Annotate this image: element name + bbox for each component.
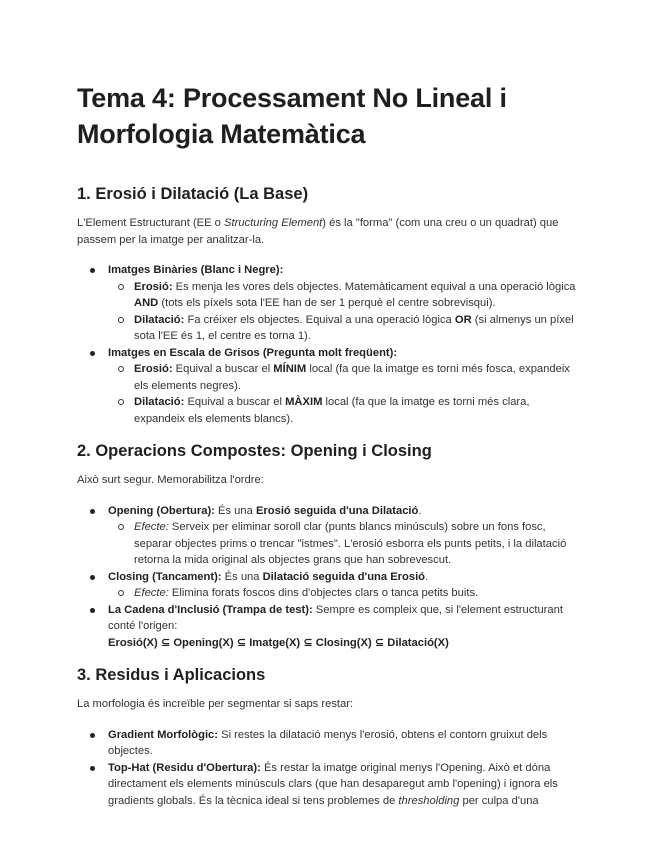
intro-text: L'Element Estructurant (EE o xyxy=(77,217,225,229)
inclusion-formula: Erosió(X) ⊆ Opening(X) ⊆ Imatge(X) ⊆ Closing(X) ⊆ Dilatació(X) xyxy=(108,636,449,649)
item-label: Imatges Binàries (Blanc i Negre): xyxy=(108,264,284,276)
list-item xyxy=(77,602,583,652)
sub-list xyxy=(108,519,583,569)
item-text: . xyxy=(418,504,422,517)
sub-list-item xyxy=(108,519,583,569)
item-label: Top-Hat (Residu d'Obertura): xyxy=(108,761,261,774)
item-label: Erosió: xyxy=(134,280,173,293)
item-label: Dilatació: xyxy=(134,396,185,408)
item-text: És una xyxy=(221,570,263,583)
section-intro: Això surt segur. Memorabilitza l'ordre: xyxy=(77,474,264,486)
item-emphasis: MÍNIM xyxy=(273,363,307,375)
section-residues xyxy=(77,665,583,809)
item-emphasis: Erosió seguida d'una Dilatació xyxy=(255,504,419,517)
item-text: Equival a buscar el xyxy=(172,363,274,375)
item-label: Opening (Obertura): xyxy=(108,504,215,517)
intro-emphasis: Structuring Element xyxy=(224,217,323,229)
item-label: Imatges en Escala de Grisos (Pregunta molt freqüent): xyxy=(108,346,398,359)
item-label: Gradient Morfològic: xyxy=(108,728,219,741)
item-text: . xyxy=(425,570,429,583)
item-text: Serveix per eliminar soroll clar (punts blancs minúsculs) sobre un fons fosc, separar objectes prims o trencar "istmes". L'erosió esborra els punts petits, i la dilatació retorna la mida original als objectes grans que han sobrevescut. xyxy=(134,521,567,566)
sub-list-item xyxy=(108,279,583,312)
section-intro xyxy=(77,215,583,248)
list-item xyxy=(77,345,583,428)
section-heading: 1. Erosió i Dilatació (La Base) xyxy=(77,185,309,203)
list-item xyxy=(77,569,583,602)
section-erosion-dilation xyxy=(77,184,583,427)
sub-list xyxy=(108,361,583,427)
section-heading: 2. Operacions Compostes: Opening i Closing xyxy=(77,442,432,460)
bullet-list xyxy=(77,262,583,427)
item-text: Fa créixer els objectes. Equival a una operació lògica xyxy=(184,313,455,326)
item-text: Elimina forats foscos dins d'objectes clars o tanca petits buits. xyxy=(168,587,479,599)
section-heading: 3. Residus i Aplicacions xyxy=(77,666,266,684)
item-text: Es menja les vores dels objectes. Matemàticament equival a una operació lògica xyxy=(172,280,576,293)
sub-list-item xyxy=(108,361,583,394)
item-text: Sempre es compleix que, si l'element estructurant conté l'origen: xyxy=(108,603,563,632)
item-text: (si almenys un píxel sota l'EE és 1, el centre es torna 1). xyxy=(134,313,574,342)
item-text: És una xyxy=(214,504,256,517)
sub-list-item xyxy=(108,585,583,602)
section-intro: La morfologia és increïble per segmentar si saps restar: xyxy=(77,698,354,710)
item-emphasis: MÀXIM xyxy=(285,396,323,408)
item-label: Erosió: xyxy=(134,363,173,375)
bullet-list xyxy=(77,503,583,652)
bullet-list xyxy=(77,727,583,810)
sub-list xyxy=(108,279,583,345)
section-opening-closing xyxy=(77,441,583,651)
document-title: Tema 4: Processament No Lineal i Morfologia Matemàtica xyxy=(77,83,507,149)
intro-text: ) és la "forma" (com una creu o un quadrat) que passem per la imatge per analitzar-la. xyxy=(77,217,559,246)
item-label: Closing (Tancament): xyxy=(108,570,222,583)
item-emphasis: Dilatació seguida d'una Erosió xyxy=(262,570,426,583)
item-text: Equival a buscar el xyxy=(184,396,286,408)
list-item xyxy=(77,760,583,810)
item-label: La Cadena d'Inclusió (Trampa de test): xyxy=(108,603,313,616)
item-label: Efecte: xyxy=(134,587,169,599)
list-item xyxy=(77,262,583,345)
item-emphasis: AND xyxy=(134,297,159,309)
item-text: local (fa que la imatge es torni més fosca, expandeix els elements negres). xyxy=(134,363,570,392)
item-text: local (fa que la imatge es torni més clara, expandeix els elements blancs). xyxy=(134,396,530,425)
sub-list xyxy=(108,585,583,602)
item-emphasis: OR xyxy=(454,313,472,326)
item-label: Efecte: xyxy=(134,521,169,533)
sub-list-item xyxy=(108,394,583,427)
item-text: per culpa d'una xyxy=(459,794,539,807)
item-text: És restar la imatge original menys l'Opening. Això et dóna directament els elements minúsculs clars (que han desaparegut amb l'opening) i ignora els gradients globals. És la tècnica ideal si tens problemes de xyxy=(108,761,558,807)
list-item xyxy=(77,727,583,760)
item-emphasis: thresholding xyxy=(398,794,460,807)
item-text: Si restes la dilatació menys l'erosió, obtens el contorn gruixut dels objectes. xyxy=(108,728,548,757)
sub-list-item xyxy=(108,312,583,345)
list-item xyxy=(77,503,583,569)
item-label: Dilatació: xyxy=(134,313,185,326)
item-text: (tots els píxels sota l'EE han de ser 1 perquè el centre sobrevisqui). xyxy=(158,297,496,309)
